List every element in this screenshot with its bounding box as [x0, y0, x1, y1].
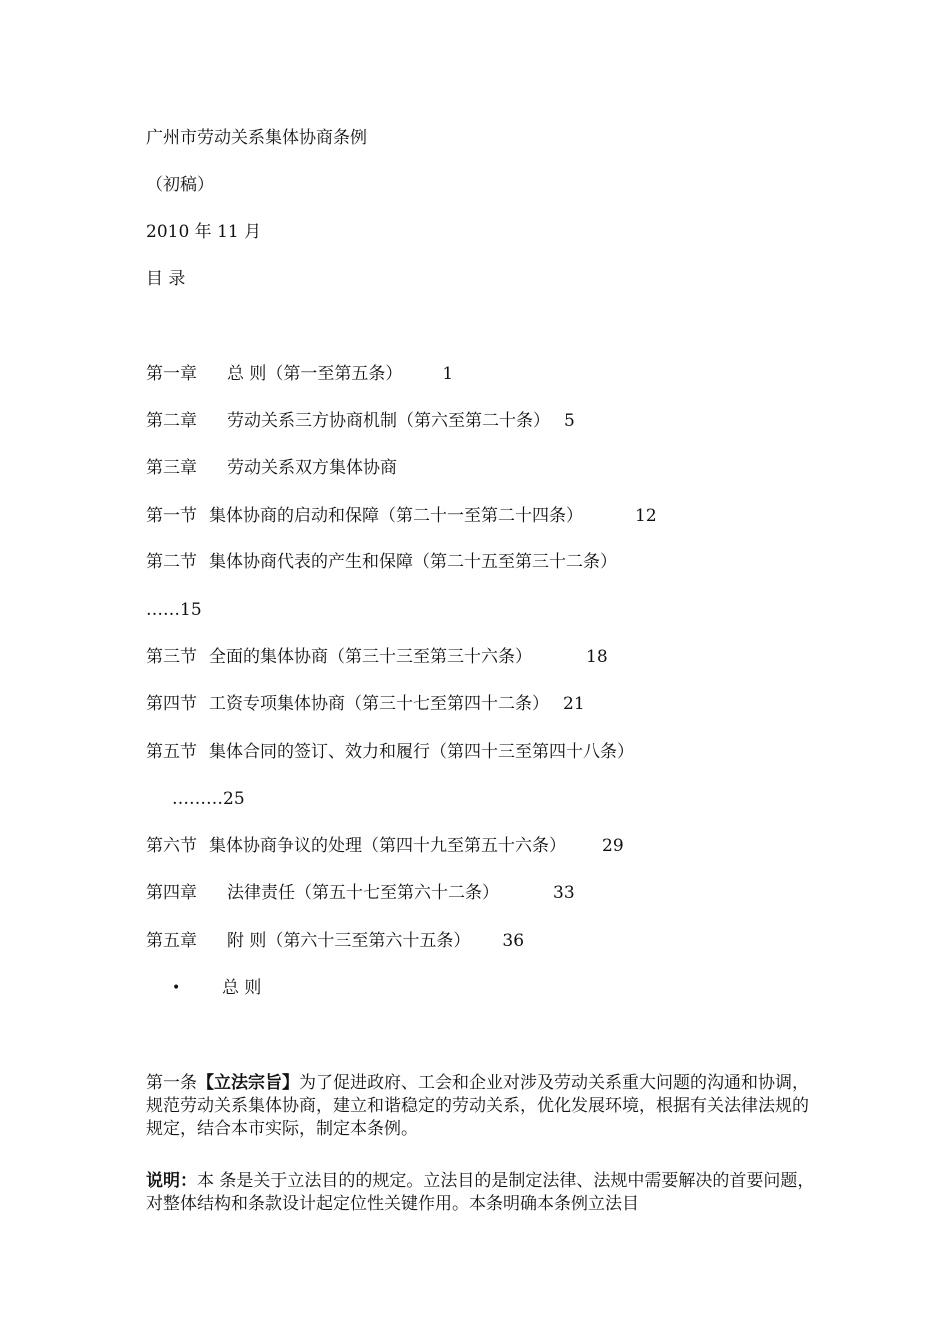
toc-entry-page: 12: [635, 506, 657, 526]
toc-entry-page: 5: [564, 411, 575, 431]
toc-entry-continuation: [172, 787, 245, 811]
document-date: 2010 年 11 月: [146, 222, 262, 242]
toc-entry-page: 29: [602, 836, 624, 856]
toc-entry-title: ………25: [172, 789, 245, 809]
document-title: 广州市劳动关系集体协商条例: [146, 128, 367, 148]
toc-entry: [146, 362, 453, 386]
toc-entry-label: 第一章: [146, 364, 197, 384]
toc-entry: [146, 456, 397, 480]
toc-entry-label: 第一节: [146, 506, 197, 526]
article-heading: 【立法宗旨】: [197, 1073, 299, 1093]
toc-entry-page: 21: [563, 694, 585, 714]
toc-entry-title: 总 则（第一至第五条）: [227, 364, 403, 384]
toc-entry-title: 集体协商的启动和保障（第二十一至第二十四条）: [209, 506, 583, 526]
toc-entry-label: 第三节: [146, 647, 197, 667]
toc-entry-title: 全面的集体协商（第三十三至第三十六条）: [209, 647, 532, 667]
toc-entry-title: 法律责任（第五十七至第六十二条）: [227, 883, 499, 903]
toc-entry-title: 附 则（第六十三至第六十五条）: [227, 931, 471, 951]
toc-entry: [146, 409, 575, 433]
note-paragraph: [146, 1170, 816, 1216]
toc-entry-label: 第二节: [146, 552, 197, 572]
toc-entry-title: ……15: [146, 600, 202, 620]
toc-entry-label: 第三章: [146, 458, 197, 478]
toc-entry-title: 劳动关系三方协商机制（第六至第二十条）: [227, 411, 550, 431]
toc-entry-label: 第六节: [146, 836, 197, 856]
article-number: 第一条: [146, 1073, 197, 1093]
toc-entry-title: 集体协商争议的处理（第四十九至第五十六条）: [209, 836, 566, 856]
toc-entry: [146, 504, 657, 528]
bullet-icon: •: [172, 980, 181, 996]
toc-entry-page: 18: [586, 647, 608, 667]
toc-entry-label: 第四章: [146, 883, 197, 903]
toc-entry-page: 1: [442, 364, 454, 384]
toc-entry: [146, 881, 575, 905]
toc-entry: [146, 550, 617, 574]
toc-entry: [146, 645, 608, 669]
article-body: 为了促进政府、工会和企业对涉及劳动关系重大问题的沟通和协调，规范劳动关系集体协商，建立和谐稳定的劳动关系，优化发展环境，根据有关法律法规的规定，结合本市实际，制定本条例。: [146, 1073, 809, 1139]
toc-entry-label: 第五章: [146, 931, 197, 951]
toc-entry-title: 集体合同的签订、效力和履行（第四十三至第四十八条）: [209, 742, 634, 762]
toc-entry-title: 劳动关系双方集体协商: [227, 458, 397, 478]
toc-heading: 目 录: [146, 269, 186, 289]
toc-entry: [146, 929, 524, 953]
toc-entry-continuation: [146, 598, 202, 622]
toc-entry: [146, 740, 634, 764]
toc-entry-page: 33: [553, 883, 575, 903]
toc-entry: [146, 834, 624, 858]
toc-entry-title: 工资专项集体协商（第三十七至第四十二条）: [209, 694, 549, 714]
document-subtitle: （初稿）: [146, 175, 214, 195]
article-paragraph: [146, 1072, 816, 1141]
toc-entry-label: 第四节: [146, 694, 197, 714]
toc-entry: [146, 692, 585, 716]
toc-entry-label: 第二章: [146, 411, 197, 431]
toc-entry-title: 集体协商代表的产生和保障（第二十五至第三十二条）: [209, 552, 617, 572]
toc-entry-label: 第五节: [146, 742, 197, 762]
chapter-heading: 总 则: [222, 978, 262, 998]
note-body: 本 条是关于立法目的的规定。立法目的是制定法律、法规中需要解决的首要问题，对整体结构和条款设计起定位性关键作用。本条明确本条例立法目: [146, 1171, 815, 1214]
note-label: 说明：: [146, 1171, 197, 1191]
toc-entry-page: 36: [502, 931, 525, 951]
